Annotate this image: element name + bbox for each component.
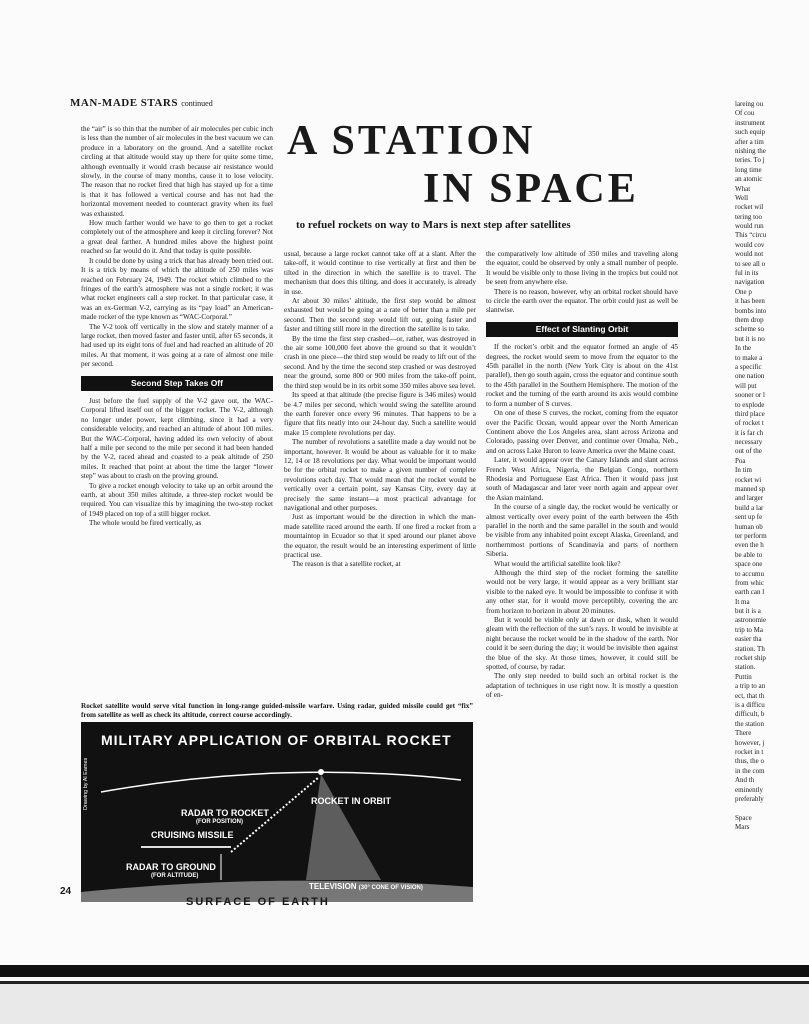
- cropped-line: rocket ship: [735, 654, 766, 663]
- cropped-line: preferably: [735, 794, 764, 803]
- paragraph: How much farther would we have to go then to get a rocket completely out of the atmosphere and keep it circling forever? Not a great deal farther. A hundred miles above the highest point reached so far would do it. And that today is quite possible.: [81, 219, 273, 256]
- paragraph: To give a rocket enough velocity to take up an orbit around the earth, at about 350 miles altitude, a three-step rocket would be required. You can visualize this by imagining the two-step rocket of 1949 placed on top of a still bigger rocket.: [81, 481, 273, 518]
- cropped-line: nishing the: [735, 146, 766, 155]
- television-cone: [306, 774, 381, 880]
- cropped-line: What: [735, 184, 751, 193]
- television-label-text: TELEVISION: [309, 882, 357, 891]
- subhead-slanting-orbit: Effect of Slanting Orbit: [486, 322, 678, 337]
- cropped-line: to explode: [735, 400, 765, 409]
- radar-to-rocket-sublabel: (FOR POSITION): [196, 819, 243, 825]
- cropped-line: Puttin: [735, 672, 752, 681]
- cropped-line: Mars: [735, 823, 750, 832]
- cropped-line: astronomie: [735, 616, 767, 625]
- cropped-line: from whic: [735, 578, 764, 587]
- cropped-line: navigation: [735, 278, 765, 287]
- paragraph: Just before the fuel supply of the V-2 gave out, the WAC-Corporal lifted itself out of the bigger rocket. The V-2, although no longer under power, kept climbing, since it had a very considerable velocity, and reached an altitude of about 100 miles. But the WAC-Corporal, having added its own velocity of about half a mile per second to the mile per second it had been handed by the V-2, raced ahead and coasted to a peak altitude of 250 miles. It reached that point at about the time the larger “lower step” was about to crash on the proving ground.: [81, 396, 273, 481]
- figure-caption: Rocket satellite would serve vital function in long-range guided-missile warfare. Using radar, guided missile could get “fix” from satellite as well as check its altitude, correct course accordingly.: [81, 702, 473, 719]
- cropped-line: in the com: [735, 766, 765, 775]
- cropped-line: out of the: [735, 447, 762, 456]
- paragraph: The V-2 took off vertically in the slow and stately manner of a large rocket, then moved faster and faster until, after 65 seconds, it had used up its eight tons of fuel and had reached an altitude of 20 miles. At that moment, it was going at a rate of almost one mile per second.: [81, 322, 273, 369]
- cropped-line: of rocket t: [735, 419, 764, 428]
- orbit-arc: [101, 772, 461, 792]
- cropped-line: to accumu: [735, 569, 764, 578]
- cropped-line: Well: [735, 193, 749, 202]
- cropped-line: trip to Ma: [735, 625, 763, 634]
- cropped-line: the station: [735, 719, 764, 728]
- cropped-line: rocket in t: [735, 747, 764, 756]
- paragraph: By the time the first step crashed—or, rather, was destroyed in the air some 100,000 feet above the ground so that it wouldn’t crash in one piece—the third step would be ready to lift out of the second. And by the time the second step crashed or was destroyed near the ground, some 800 or 900 miles from the take-off point, the third step would be in its orbit some 350 miles above sea level.: [284, 334, 476, 390]
- paragraph: The whole would be fired vertically, as: [89, 519, 202, 528]
- article-column-4-cropped: [735, 100, 809, 890]
- paragraph: Later, it would appear over the Canary Islands and slant across French West Africa, Nigeria, the Belgian Congo, northern Rhodesia and Portuguese East Africa. Then it would pass just south of Madagascar and later veer north again and appear over the Asian mainland.: [486, 456, 678, 502]
- cropped-line: eminently: [735, 785, 763, 794]
- cruising-missile-label: CRUISING MISSILE: [151, 830, 234, 840]
- paragraph: There is no reason, however, why an orbital rocket should have to circle the earth over the equator. The orbit could just as well be slantwise.: [486, 287, 678, 315]
- drawing-credit: Drawing by Al Eames: [83, 757, 89, 810]
- cropped-line: Space: [735, 813, 752, 822]
- subhead-second-step: Second Step Takes Off: [81, 376, 273, 391]
- cropped-line: In tim: [735, 466, 752, 475]
- running-head-title: MAN-MADE STARS: [70, 97, 178, 109]
- cropped-line: will put: [735, 381, 757, 390]
- headline-line-1: A STATION: [287, 118, 536, 164]
- headline-line-2: IN SPACE: [423, 166, 639, 212]
- page-number: 24: [60, 886, 72, 897]
- cropped-line: It ma: [735, 597, 750, 606]
- television-sublabel: (30° CONE OF VISION): [358, 885, 423, 891]
- cropped-line: teries. To j: [735, 156, 765, 165]
- paragraph: Although the third step of the rocket forming the satellite would not be very large, it would appear as a very brilliant star visible to the naked eye. It would be impossible to confuse it with any other star, for it would move perceptibly, covering the arc from horizon to horizon in about 20 minutes.: [486, 569, 678, 615]
- cropped-line: station. Th: [735, 644, 765, 653]
- paragraph: In the course of a single day, the rocket would be vertically or almost vertically over every point of the earth between the 45th parallel in the north and the same parallel in the south and would be visible from any inhabited point except Alaska, Greenland, and northernmost portions of Scandinavia and parts of northern Siberia.: [486, 503, 678, 559]
- cropped-line: third place: [735, 409, 765, 418]
- cropped-line: lareing ou: [735, 100, 764, 108]
- cropped-line: and larger: [735, 494, 764, 503]
- cropped-line: bombs into: [735, 306, 767, 315]
- scan-bottom-edge: [0, 984, 809, 1024]
- cropped-line: would run: [735, 222, 764, 231]
- cropped-line: but it is no: [735, 334, 765, 343]
- cropped-line: but it is a: [735, 607, 761, 616]
- cropped-line: rocket wil: [735, 203, 764, 212]
- cropped-line: earth can l: [735, 588, 765, 597]
- cropped-line: after a tim: [735, 137, 764, 146]
- cropped-line: it is far ch: [735, 428, 764, 437]
- paragraph: the “air” is so thin that the number of air molecules per cubic inch is less than the number of air molecules in the best vacuum we can produce in a laboratory on the ground. And a satellite rocket circling at that altitude would stay up there for quite some time, although eventually it would crash because air resistance would slowly, in the course of many months, cause it to lose velocity. The reason that no rocket fired that high has stayed up for a time is that it has followed a vertical course and has not had the horizontal movement needed to counteract gravity when its fuel was exhausted.: [81, 125, 273, 218]
- cropped-line: would cov: [735, 240, 765, 249]
- cropped-line: even the h: [735, 541, 764, 550]
- cropped-line: ter perform: [735, 531, 767, 540]
- paragraph: Its speed at that altitude (the precise figure is 346 miles) would be 4.7 miles per second, which would swing the satellite around the earth forever once every 96 minutes. That happens to be a figure that fits neatly into our 24-hour day. Such a satellite would make 15 complete revolutions per day.: [284, 391, 476, 437]
- cropped-line: would not: [735, 250, 764, 259]
- cropped-line: Poa: [735, 456, 746, 465]
- cropped-line: scheme so: [735, 325, 764, 334]
- cropped-line: such equip: [735, 128, 766, 137]
- cropped-line: space one: [735, 560, 763, 569]
- paragraph: the comparatively low altitude of 350 miles and traveling along the equator, could be observed by only a small number of people. It would be visible only to those living in the tropics but could not be seen from anywhere else.: [486, 250, 678, 287]
- paragraph: The number of revolutions a satellite made a day would not be important, however. It would be about as valuable for it to make 12, 14 or 18 revolutions per day. What would be important would be for the orbital rocket to make a given number of complete revolutions each day. That would mean that the rocket would be vertically over a certain point, say Kansas City, every day at precisely the same instant—a most practical advantage for navigational and other purposes.: [284, 438, 476, 512]
- article-column-3: [486, 250, 678, 870]
- cropped-line: be able to: [735, 550, 763, 559]
- cropped-line: sooner or l: [735, 391, 765, 400]
- cropped-line: one nation: [735, 372, 765, 381]
- cropped-line: [735, 804, 809, 813]
- military-application-diagram: [81, 722, 473, 902]
- cropped-line: however, j: [735, 738, 765, 747]
- cropped-line: sent up fe: [735, 513, 763, 522]
- paragraph: usual, because a large rocket cannot take off at a slant. After the take-off, it would continue to rise vertically at first and then be tilted in the direction in which the satellite is to travel. The mechanism that does this tilting, and does it accurately, is already in use.: [284, 250, 476, 296]
- radar-to-ground-label: RADAR TO GROUND: [126, 862, 216, 872]
- cropped-line: to make a: [735, 353, 763, 362]
- paragraph: But it would be visible only at dawn or dusk, when it would gleam with the reflection of the sun’s rays. It would be invisible at night because the rocket would be in the shadow of the earth. Nor could it be seen during the day; it would be invisible then against the blue of the sky. At those times, however, it could still be spotted, of course, by radar.: [486, 616, 678, 672]
- running-head: [70, 97, 213, 109]
- paragraph: If the rocket’s orbit and the equator formed an angle of 45 degrees, the rocket would seem to move from the equator to the 45th parallel in the north (New York City is about on the 41st parallel), then go south again, cross the equator and continue south to the 45th parallel in the Southern Hemisphere. The motion of the rocket and the turning of the earth around its axis would combine to form a number of S curves.: [486, 343, 678, 408]
- surface-of-earth-label: SURFACE OF EARTH: [186, 896, 330, 908]
- cropped-line: difficult, b: [735, 710, 765, 719]
- cropped-line: long time: [735, 165, 762, 174]
- diagram-title: MILITARY APPLICATION OF ORBITAL ROCKET: [101, 732, 452, 748]
- article-column-1: [81, 125, 273, 670]
- diagram-graphic: [81, 722, 473, 902]
- cropped-line: human ob: [735, 522, 763, 531]
- cropped-line: One p: [735, 287, 752, 296]
- cropped-line: rocket wi: [735, 475, 762, 484]
- cropped-line: Of cou: [735, 109, 755, 118]
- cropped-line: it has been: [735, 297, 765, 306]
- cropped-line: is a difficu: [735, 701, 765, 709]
- paragraph: The reason is that a satellite rocket, at: [292, 560, 401, 569]
- paragraph: What would the artificial satellite look like?: [494, 559, 621, 568]
- cropped-line: them drop: [735, 315, 764, 324]
- television-label: [309, 882, 423, 891]
- cropped-line: an atomic: [735, 175, 763, 184]
- cropped-line: thus, the o: [735, 757, 764, 766]
- cropped-line: a trip to an: [735, 682, 766, 691]
- radar-to-rocket-label: RADAR TO ROCKET: [181, 808, 269, 818]
- cropped-line: to see all o: [735, 259, 766, 268]
- cropped-line: ful in its: [735, 269, 759, 278]
- cropped-line: manned sp: [735, 485, 766, 494]
- cropped-line: build a lar: [735, 503, 764, 512]
- bottom-rule: [0, 965, 809, 977]
- cropped-line: ect, that th: [735, 691, 765, 700]
- cropped-line: This “circu: [735, 231, 767, 240]
- cropped-line: And th: [735, 776, 755, 785]
- cropped-line: station.: [735, 663, 756, 672]
- rocket-in-orbit-label: ROCKET IN ORBIT: [311, 796, 391, 806]
- paragraph: Just as important would be the direction in which the man-made satellite raced around the earth. If one fired a rocket from a mountaintop in Ecuador so that it sped around our planet above the equator, the result would be an interesting experiment of little practical use.: [284, 513, 476, 559]
- cropped-line: There: [735, 729, 752, 738]
- cropped-line: In the: [735, 344, 752, 353]
- cropped-line: easier tha: [735, 635, 762, 644]
- cropped-line: instrument: [735, 118, 765, 127]
- cropped-line: tering too: [735, 212, 763, 221]
- running-head-continued: continued: [181, 99, 213, 108]
- paragraph: On one of these S curves, the rocket, coming from the equator over the Pacific Ocean, would appear over the North American Continent above the Los Angeles area, slant across Arizona and Colorado, passing over Denver, and continue over Omaha, Neb., and on across Lake Huron to leave America over the Maine coast.: [486, 409, 678, 455]
- cropped-line: a specific: [735, 362, 762, 371]
- article-column-2: [284, 250, 476, 670]
- paragraph: The only step needed to build such an orbital rocket is the adaptation of techniques in use right now. It is mostly a question of en-: [486, 672, 678, 700]
- paragraph: It could be done by using a trick that has already been tried out. It is a trick by means of which the altitude of 250 miles was reached on February 24, 1949. The rocket which climbed to the fringes of the earth’s atmosphere was not a single rocket; it was what rocket engineers call a step rocket. In that particular case, it was an ex-German V-2, carrying as its “pay load” an American-made rocket of the type known as “WAC-Corporal.”: [81, 256, 273, 322]
- cropped-line: necessary: [735, 438, 763, 447]
- radar-to-ground-sublabel: (FOR ALTITUDE): [151, 873, 199, 879]
- headline-deck: to refuel rockets on way to Mars is next step after satellites: [296, 219, 571, 231]
- paragraph: At about 30 miles’ altitude, the first step would be almost exhausted but would be going at a rate of better than a mile per second. Then the second step would lift out, going faster and faster and tilting still more in the direction the satellite is to take.: [284, 297, 476, 334]
